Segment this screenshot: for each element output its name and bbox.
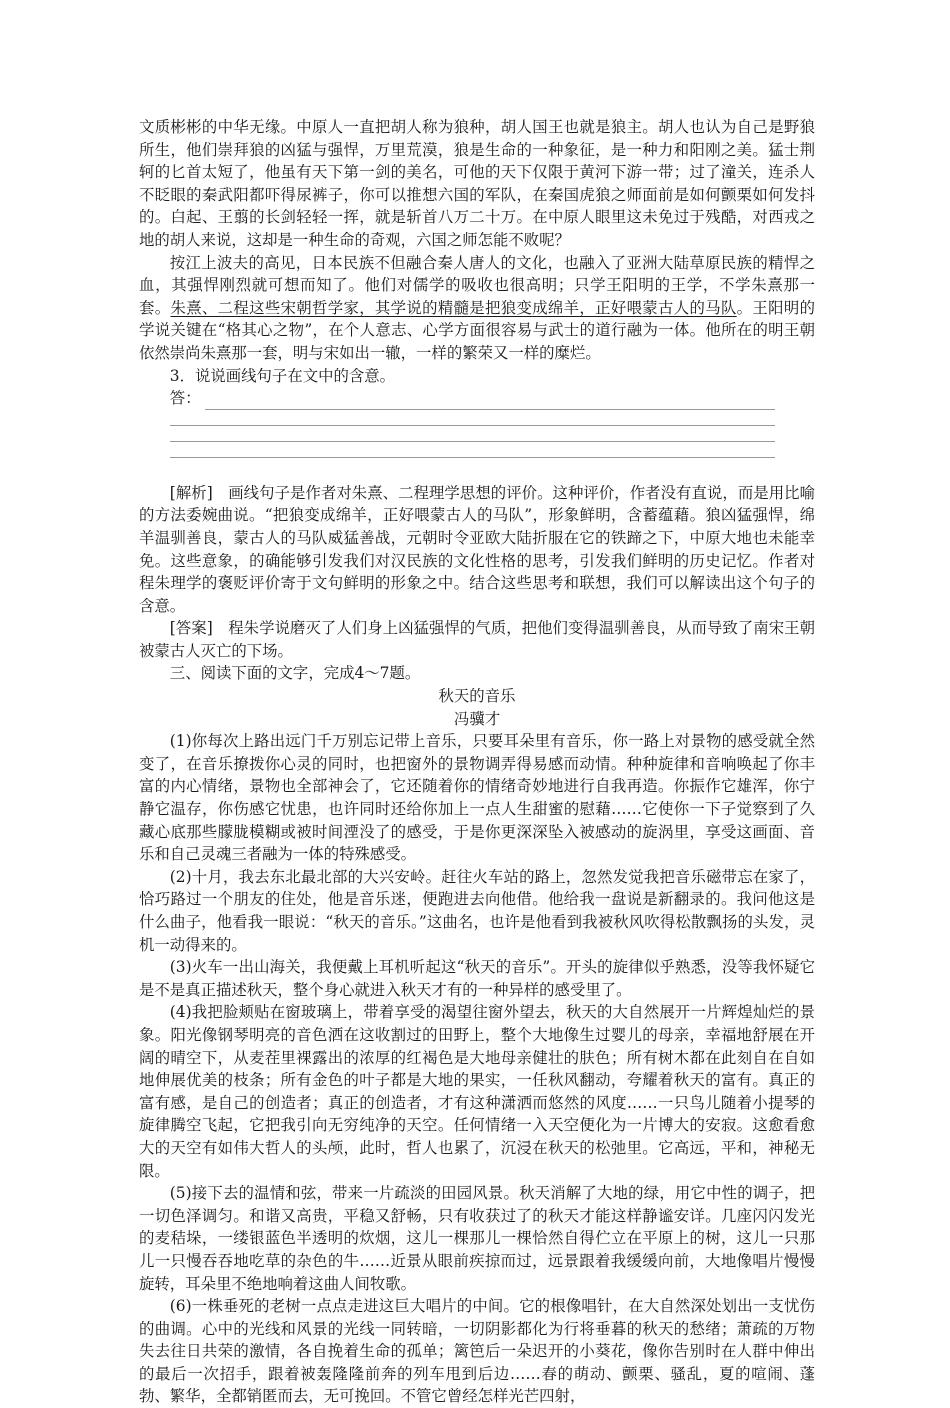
answer-blank-line[interactable] <box>205 395 775 410</box>
answer-first-line <box>170 387 815 410</box>
article-paragraph: (3)火车一出山海关，我便戴上耳机听起这“秋天的音乐”。开头的旋律似乎熟悉，没等我怀疑它是不是真正描述秋天，整个身心就进入秋天才有的一种异样的感受里了。 <box>139 958 815 999</box>
answer-blank-line[interactable] <box>170 442 775 458</box>
underlined-sentence: 朱熹、二程这些宋朝哲学家，其学说的精髓是把狼变成绵羊，正好喂蒙古人的马队 <box>170 298 737 317</box>
document-page <box>139 116 815 1408</box>
article-paragraph: (1)你每次上路出远门千万别忘记带上音乐，只要耳朵里有音乐，你一路上对景物的感受就全然变了，在音乐撩拨你心灵的同时，也把窗外的景物调弄得易感而动情。种种旋律和音响唤起了你丰富的内心情绪，景物也全部神会了，它还随着你的情绪奇妙地进行自我再造。你振作它雄浑，你宁静它温存，你伤感它忧患，也许同时还给你加上一点人生甜蜜的慰藉……它使你一下子觉察到了久藏心底那些朦胧模糊或被时间湮没了的感受，于是你更深深坠入被感动的旋涡里，享受这画面、音乐和自己灵魂三者融为一体的特殊感受。 <box>139 732 815 864</box>
article-paragraph: (5)接下去的温情和弦，带来一片疏淡的田园风景。秋天消解了大地的绿，用它中性的调子，把一切色泽调匀。和谐又高贵，平稳又舒畅，只有收获过了的秋天才能这样静谧安详。几座闪闪发光的麦秸垛，一缕银蓝色半透明的炊烟，这儿一棵那儿一棵恰然自得伫立在平原上的树，这儿一只那儿一只慢吞吞地吃草的杂色的牛……近景从眼前疾掠而过，远景跟着我缓缓向前，大地像唱片慢慢旋转，耳朵里不绝地响着这曲人间牧歌。 <box>139 1184 815 1293</box>
question-prompt: 3．说说画线句子在文中的含意。 <box>169 366 396 385</box>
passage-paragraph: 文质彬彬的中华无缘。中原人一直把胡人称为狼种，胡人国王也就是狼主。胡人也认为自己是野狼所生，他们崇拜狼的凶猛与强悍，万里荒漠，狼是生命的一种象征，是一种力和阳刚之美。猛士荆轲的匕首太短了，他虽有天下第一剑的美名，可他的天下仅限于黄河下游一带；过了潼关，连杀人不眨眼的秦武阳都吓得尿裤子，你可以推想六国的军队，在秦国虎狼之师面前是如何颤栗如何发抖的。白起、王翦的长剑轻轻一挥，就是斩首八万二十万。在中原人眼里这未免过于残酷，对西戎之地的胡人来说，这却是一种生命的奇观，六国之师怎能不败呢？ <box>139 118 815 249</box>
analysis-label: [解析] <box>169 483 213 502</box>
section-heading: 三、阅读下面的文字，完成4～7题。 <box>169 664 421 683</box>
article-paragraph: (6)一株垂死的老树一点点走进这巨大唱片的中间。它的根像唱针，在大自然深处划出一支忧伤的曲调。心中的光线和风景的光线一同转暗，一切阴影都化为行将垂暮的秋天的愁绪；萧疏的万物失去往日共荣的激情，各自挽着生命的孤单；篱笆后一朵迟开的小葵花，像你告别时在人群中伸出的最后一次招手，跟着被轰隆隆前奔的列车甩到后边……春的萌动、颤栗、骚乱，夏的喧闹、蓬勃、繁华，全都销匿而去，无可挽回。不管它曾经怎样光芒四射， <box>139 1297 815 1406</box>
answer-key-label: [答案] <box>169 619 213 638</box>
analysis-text: 画线句子是作者对朱熹、二程理学思想的评价。这种评价，作者没有直说，而是用比喻的方法委婉曲说。“把狼变成绵羊，正好喂蒙古人的马队”，形象鲜明，含蓄蕴藉。狼凶猛强悍，绵羊温驯善良，蒙古人的马队威猛善战，元朝时令亚欧大陆折服在它的铁蹄之下，中原大地也未能幸免。这些意象，的确能够引发我们对汉民族的文化性格的思考，引发我们鲜明的历史记忆。作者对程朱理学的褒贬评价寄于文句鲜明的形象之中。结合这些思考和联想，我们可以解读出这个句子的含意。 <box>139 483 815 615</box>
answer-key-paragraph <box>139 617 815 662</box>
article-paragraph: (2)十月，我去东北最北部的大兴安岭。赶往火车站的路上，忽然发觉我把音乐磁带忘在家了，恰巧路过一个朋友的住处，他是音乐迷，便跑进去向他借。他给我一盘说是新翻录的。我问他这是什么曲子，他看我一眼说：“秋天的音乐。”这曲名，也许是他看到我被秋风吹得松散飘扬的头发，灵机一动得来的。 <box>139 867 815 954</box>
article-title: 秋天的音乐 <box>438 687 516 706</box>
passage-text: 。王阳明的学说关键在“格其心之物”，在个人意志、心学方面很容易与武士的道行融为一体。他所在的明王朝依然崇尚朱熹那一套，明与宋如出一辙，一样的繁荣又一样的糜烂。 <box>139 298 815 362</box>
article-author: 冯骥才 <box>453 709 501 728</box>
answer-blank-line[interactable] <box>170 426 775 442</box>
passage-paragraph <box>139 252 815 365</box>
article-paragraph: (4)我把脸颊贴在窗玻璃上，带着享受的渴望往窗外望去，秋天的大自然展开一片辉煌灿烂的景象。阳光像钢琴明亮的音色洒在这收割过的田野上，整个大地像生过婴儿的母亲，幸福地舒展在开阔的晴空下，从麦茬里裸露出的浓厚的红褐色是大地母亲健壮的肤色；所有树木都在此刻自在自如地伸展优美的枝条；所有金色的叶子都是大地的果实，一任秋风翻动，夸耀着秋天的富有。真正的富有感，是自己的创造者；真正的创造者，才有这种潇洒而悠然的风度……一只鸟儿随着小提琴的旋律腾空飞起，它把我引向无穷纯净的天空。任何情绪一入天空便化为一片博大的安寂。这愈看愈大的天空有如伟大哲人的头颅，此时，哲人也累了，沉浸在秋天的松弛里。它高远，平和，神秘无限。 <box>139 1003 815 1180</box>
answer-label: 答： <box>169 389 201 408</box>
analysis-paragraph <box>139 482 815 618</box>
passage-text: 按江上波夫的高见，日本民族不但融合秦人唐人的文化，也融入了亚洲大陆草原民族的精悍之血，其强悍刚烈就可想而知了。他们对儒学的吸收也很高明；只学王阳明的王学，不学朱熹那一套。 <box>139 253 815 317</box>
answer-key-text: 程朱学说磨灭了人们身上凶猛强悍的气质，把他们变得温驯善良，从而导致了南宋王朝被蒙古人灭亡的下场。 <box>139 619 815 660</box>
answer-blank-line[interactable] <box>170 410 775 426</box>
